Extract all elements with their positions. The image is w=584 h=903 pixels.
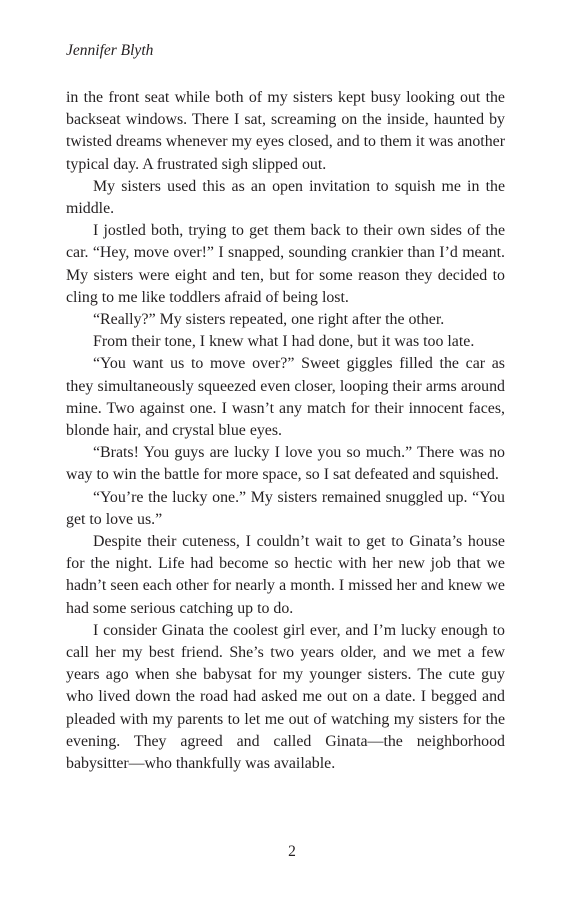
page-number: 2: [288, 843, 296, 860]
paragraph: Despite their cuteness, I couldn’t wait to get to Ginata’s house for the night. Life had become so hectic with her new job that we hadn’t seen each other for nearly a month. I missed her and knew we had some serious catching up to do.: [66, 533, 505, 617]
paragraph: “Really?” My sisters repeated, one right after the other.: [93, 311, 445, 329]
paragraph: in the front seat while both of my sisters kept busy looking out the backseat windows. There I sat, screaming on the inside, haunted by twisted dreams whenever my eyes closed, and to them it was another typical day. A frustrated sigh slipped out.: [66, 89, 505, 173]
paragraph: I jostled both, trying to get them back to their own sides of the car. “Hey, move over!” I snapped, sounding crankier than I’d meant. My sisters were eight and ten, but for some reason they decided to cling to me like toddlers afraid of being lost.: [66, 222, 505, 306]
paragraph: “You’re the lucky one.” My sisters remained snuggled up. “You get to love us.”: [66, 488, 505, 528]
paragraph: My sisters used this as an open invitation to squish me in the middle.: [66, 177, 505, 218]
paragraph: From their tone, I knew what I had done, but it was too late.: [93, 333, 475, 351]
paragraph: I consider Ginata the coolest girl ever, and I’m lucky enough to call her my best friend. She’s two years older, and we met a few years ago when she babysat for my younger sisters. The cute guy who lived down the road had asked me out on a date. I begged and pleaded with my parents to let me out of watching my sisters for the evening. They agreed and called Ginata—the neighborhood babysitter—who thankfully was available.: [66, 621, 505, 773]
running-head-author: Jennifer Blyth: [66, 42, 154, 59]
body-text: [66, 87, 505, 775]
paragraph: “Brats! You guys are lucky I love you so much.” There was no way to win the battle for more space, so I sat defeated and squished.: [66, 444, 505, 484]
paragraph: “You want us to move over?” Sweet giggles filled the car as they simultaneously squeezed even closer, looping their arms around mine. Two against one. I wasn’t any match for their innocent faces, blonde hair, and crystal blue eyes.: [66, 355, 505, 440]
